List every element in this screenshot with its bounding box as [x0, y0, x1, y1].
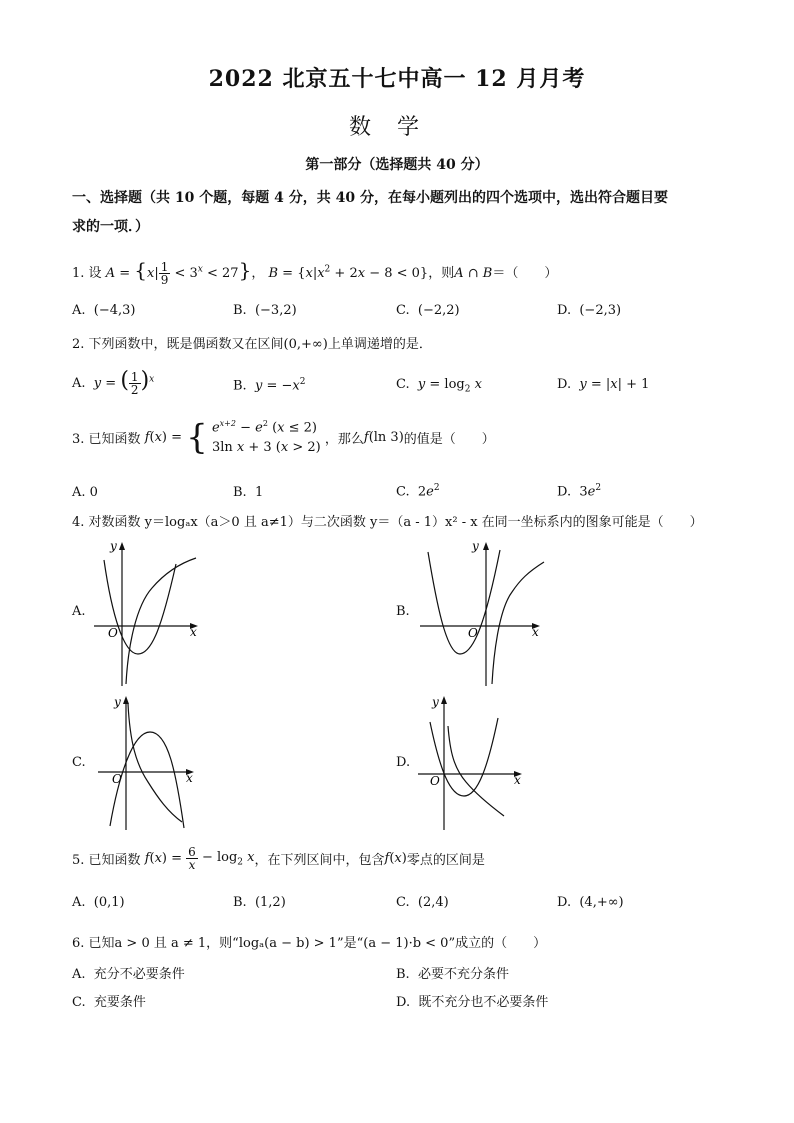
q2-option-c[interactable]: C. $y = \log_2 x$ — [396, 377, 482, 395]
svg-text:y: y — [114, 695, 121, 709]
q6-option-d[interactable]: D. 既不充分也不必要条件 — [396, 995, 549, 1010]
q2-option-d[interactable]: D. y = |x| + 1 — [557, 377, 650, 392]
q5-option-b[interactable]: B. (1,2) — [233, 895, 286, 910]
q4-option-c-label[interactable]: C. — [72, 755, 86, 770]
q4-graph-b[interactable] — [412, 536, 550, 688]
q5-option-d[interactable]: D. (4,+∞) — [557, 895, 624, 910]
q3-option-a[interactable]: A. 0 — [72, 485, 98, 500]
svg-text:x: x — [186, 771, 193, 785]
q4-option-d-label[interactable]: D. — [396, 755, 411, 770]
svg-text:x: x — [532, 625, 539, 639]
q1-option-b[interactable]: B. (−3,2) — [233, 303, 297, 318]
q4-graph-d[interactable] — [414, 692, 532, 832]
q4-graph-c[interactable] — [92, 692, 204, 832]
svg-text:y: y — [110, 539, 117, 553]
svg-text:x: x — [514, 773, 521, 787]
q4-option-b-label[interactable]: B. — [396, 604, 410, 619]
q6-option-a[interactable]: A. 充分不必要条件 — [72, 967, 185, 982]
svg-text:y: y — [432, 695, 439, 709]
q1-mid: ， — [251, 266, 265, 281]
q5-option-c[interactable]: C. (2,4) — [396, 895, 449, 910]
question-3: 3. 已知函数 f(x) = { $e^{x+2} - e^2$ (x ≤ 2) 3ln x + 3 (x > 2) ，那么f(ln 3)的值是（ ） — [72, 417, 495, 458]
section-heading-line2: 求的一项．） — [72, 219, 149, 235]
part-heading: 第一部分（选择题共 40 分） — [305, 157, 489, 173]
q3-option-d[interactable]: D. $3e^2$ — [557, 483, 602, 500]
svg-text:x: x — [190, 625, 197, 639]
section-heading-line1: 一、选择题（共 10 个题，每题 4 分，共 40 分，在每小题列出的四个选项中，选出符合题目要 — [72, 190, 668, 206]
svg-text:O: O — [430, 774, 440, 788]
question-5: 5. 已知函数 f(x) = $\frac{6}{x}$ − $\log_2 x$，在下列区间中，包含f(x)零点的区间是 — [72, 845, 485, 872]
q4-graph-a[interactable] — [86, 536, 206, 688]
svg-text:y: y — [472, 539, 479, 553]
q6-option-c[interactable]: C. 充要条件 — [72, 995, 146, 1010]
question-6: 6. 已知a > 0 且 a ≠ 1，则“logₐ(a − b) > 1”是“(a − 1)·b < 0”成立的（ ） — [72, 936, 547, 951]
question-2: 2. 下列函数中，既是偶函数又在区间(0,+∞)上单调递增的是． — [72, 337, 432, 352]
q1-option-d[interactable]: D. (−2,3) — [557, 303, 622, 318]
q6-option-b[interactable]: B. 必要不充分条件 — [396, 967, 509, 982]
q1-set-a: A — [105, 266, 116, 281]
question-1: 1. 设 A = {x| $\frac{1}{9}$ < $3^x < 27$}， $B = \{x|x^2 + 2x - 8 < 0\}$，则A ∩ B＝（ ） — [72, 258, 558, 287]
q4-option-a-label[interactable]: A. — [72, 604, 86, 619]
q1-option-c[interactable]: C. (−2,2) — [396, 303, 460, 318]
q1-option-a[interactable]: A. (−4,3) — [72, 303, 136, 318]
q3-option-b[interactable]: B. 1 — [233, 485, 264, 500]
svg-text:O: O — [112, 772, 122, 786]
q3-option-c[interactable]: C. $2e^2$ — [396, 483, 440, 500]
svg-text:O: O — [468, 626, 478, 640]
q1-end: ＝（ ） — [492, 266, 558, 281]
q5-option-a[interactable]: A. (0,1) — [72, 895, 125, 910]
q1-prefix: 1. 设 — [72, 266, 102, 281]
q1-suffix: ，则 — [428, 266, 455, 281]
question-4: 4. 对数函数 y＝logₐx（a＞0 且 a≠1）与二次函数 y＝（a - 1）x² - x 在同一坐标系内的图象可能是（ ） — [72, 515, 703, 530]
page-title: 2022 北京五十七中高一 12 月月考 — [208, 66, 586, 92]
svg-text:O: O — [108, 626, 118, 640]
q2-option-a[interactable]: A. y = ( $\frac{1}{2}$ )$^x$ — [72, 368, 155, 397]
q2-option-b[interactable]: B. $y = -x^2$ — [233, 377, 306, 394]
subject-title: 数学 — [348, 115, 445, 140]
